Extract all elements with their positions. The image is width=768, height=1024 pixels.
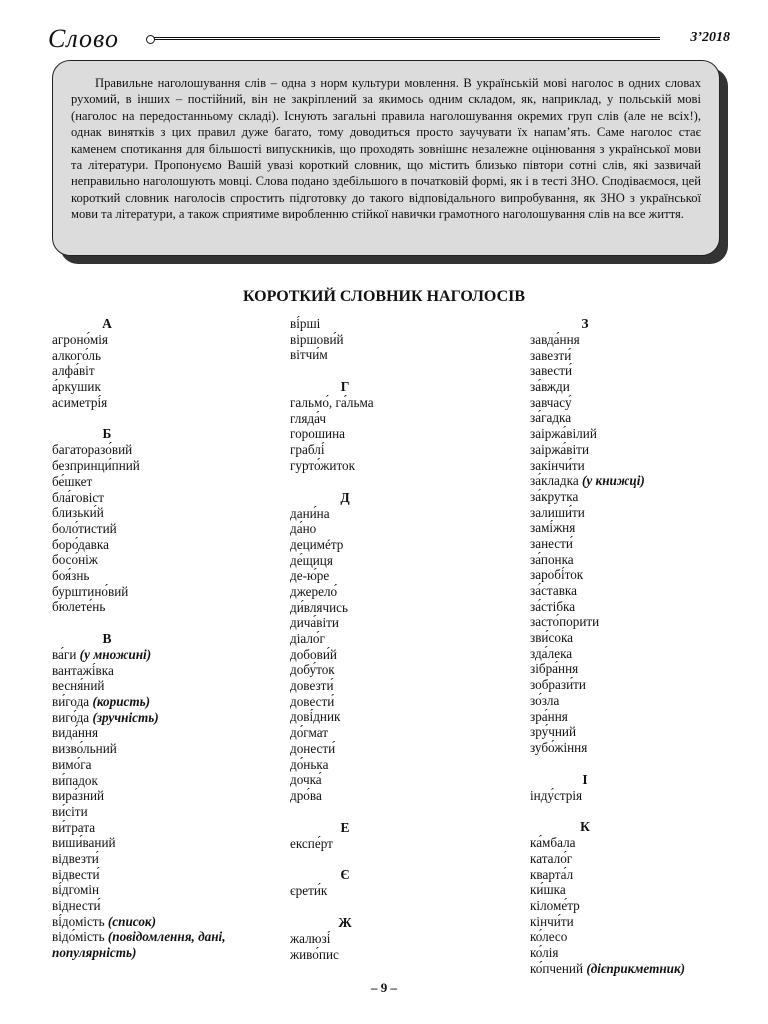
entry-word: гурто́житок xyxy=(290,457,356,473)
entry-word: зо́зла xyxy=(530,692,560,708)
dictionary-entry xyxy=(290,584,490,600)
entry-word: зібра́ння xyxy=(530,661,579,677)
entry-word: весня́ний xyxy=(52,678,105,694)
entry-word: бе́шкет xyxy=(52,473,93,489)
entry-word: завести́ xyxy=(530,363,573,379)
dictionary-entry xyxy=(530,426,740,442)
dictionary-entry xyxy=(530,898,740,914)
entry-word: віршови́й xyxy=(290,331,344,347)
dictionary-entry xyxy=(52,458,252,474)
dictionary-entry xyxy=(530,410,740,426)
dictionary-title: КОРОТКИЙ СЛОВНИК НАГОЛОСІВ xyxy=(242,288,526,305)
intro-box xyxy=(52,60,720,256)
entry-note: (дієприкметник) xyxy=(586,960,686,976)
dictionary-entry xyxy=(530,536,740,552)
intro-text: Правильне наголошування слів – одна з норм культури мовлення. В українській мові наголос в одних словах рухомий, в інших – постійний, він не закріплений за якимось одним складом, як, наприклад, у польській мові (наголос на передостанньому складі). Існують загальні правила наголошування окремих груп слів (але не всіх!), однак винятків з цих правил дуже багато, тому доводиться просто заучувати їх напам’ять. Саме наголос стає каменем спотикання для більшості випускників, що проходять зовнішнє незалежне оцінювання з української мови та літератури. Пропонуємо Вашій увазі короткий словник, що містить близько півтори сотні слів, які зазвичай неправильно наголошують мовці. Слова подано здебільшого в початковій формі, як і в тесті ЗНО. Сподіваємося, цей короткий словник наголосів спростить підготовку до такого відповідального випробування, як ЗНО з української мови та літератури, а також сприятиме виробленню стійкої навички грамотного наголошування слів на все життя. xyxy=(71,76,701,222)
entry-word: діало́г xyxy=(290,631,325,646)
page-header xyxy=(40,22,730,56)
entry-word: алфа́віт xyxy=(52,363,95,379)
dictionary-entry xyxy=(52,914,252,930)
entry-word: ві́домість xyxy=(52,913,105,929)
dictionary-entry xyxy=(530,599,740,615)
entry-word: занести́ xyxy=(530,535,573,551)
dictionary-entry xyxy=(530,473,740,489)
entry-word: боро́давка xyxy=(52,536,109,552)
dictionary-entry xyxy=(530,348,740,364)
issue-number: 3’2018 xyxy=(690,30,730,45)
entry-word: ві́дгомін xyxy=(52,882,100,898)
dictionary-entry xyxy=(290,553,490,569)
dictionary-entry xyxy=(290,741,490,757)
entry-word: горошина xyxy=(290,426,345,442)
entry-note: (зручність) xyxy=(92,709,159,725)
entry-word: відвести́ xyxy=(52,866,100,882)
dictionary-column-1 xyxy=(52,316,252,961)
entry-word: вантажі́вка xyxy=(52,662,114,678)
entry-word: алкого́ль xyxy=(52,347,101,363)
entry-word: замі́жня xyxy=(530,520,576,536)
dictionary-entry xyxy=(530,914,740,930)
entry-word: вида́ння xyxy=(52,725,99,741)
dictionary-entry xyxy=(290,537,490,553)
dictionary-entry xyxy=(52,363,252,379)
dictionary-entry xyxy=(52,521,252,537)
dictionary-entry xyxy=(530,882,740,898)
dictionary-entry xyxy=(530,945,740,961)
dictionary-entry xyxy=(530,867,740,883)
dictionary-entry xyxy=(290,411,490,427)
entry-word: експе́рт xyxy=(290,835,333,851)
dictionary-entry xyxy=(52,442,252,458)
dictionary-entry xyxy=(52,332,252,348)
entry-word: дочка́ xyxy=(290,772,322,788)
entry-word: вимо́га xyxy=(52,756,92,772)
entry-word: дича́віти xyxy=(290,615,339,631)
section-letter: Е xyxy=(340,819,350,835)
dictionary-entry xyxy=(530,395,740,411)
dictionary-entry xyxy=(530,661,740,677)
section-letter: А xyxy=(102,316,112,331)
entry-word: багаторазо́вий xyxy=(52,442,133,458)
entry-word: боло́тистий xyxy=(52,520,117,536)
dictionary-entry xyxy=(290,725,490,741)
entry-word: да́но xyxy=(290,521,317,537)
dictionary-entry xyxy=(290,836,490,852)
entry-word: засто́порити xyxy=(530,614,600,630)
dictionary-entry xyxy=(52,773,252,789)
dictionary-entry xyxy=(290,600,490,616)
entry-word: ви́сіти xyxy=(52,803,88,819)
dictionary-entry xyxy=(290,931,490,947)
dictionary-entry xyxy=(52,898,252,914)
dictionary-entry xyxy=(52,929,252,960)
dictionary-entry xyxy=(52,348,252,364)
entry-word: кварта́л xyxy=(530,866,574,882)
entry-word: виши́ваний xyxy=(52,835,116,851)
dictionary-entry xyxy=(290,521,490,537)
dictionary-entry xyxy=(290,788,490,804)
dictionary-entry xyxy=(530,835,740,851)
dictionary-entry xyxy=(290,442,490,458)
dictionary-entry xyxy=(290,631,490,647)
dictionary-entry xyxy=(530,709,740,725)
entry-word: довести́ xyxy=(290,693,335,709)
entry-word: єрети́к xyxy=(290,883,328,899)
entry-word: за́стібка xyxy=(530,598,576,614)
entry-word: вира́зний xyxy=(52,788,105,804)
entry-word: за́понка xyxy=(530,551,574,567)
dictionary-entry xyxy=(52,851,252,867)
entry-word: зда́лека xyxy=(530,645,573,661)
section-letter: Г xyxy=(340,379,350,395)
dictionary-entry xyxy=(290,947,490,963)
dictionary-entry xyxy=(52,820,252,836)
dictionary-entry xyxy=(52,882,252,898)
dictionary-entry xyxy=(530,332,740,348)
entry-word: ко́лесо xyxy=(530,929,568,945)
entry-note: (список) xyxy=(107,913,156,929)
entry-word: завезти́ xyxy=(530,347,572,363)
entry-word: бурштино́вий xyxy=(52,583,129,599)
entry-word: відвезти́ xyxy=(52,850,99,866)
entry-word: а́ркушик xyxy=(52,379,101,395)
entry-word: ди́влячись xyxy=(290,599,349,615)
dictionary-entry xyxy=(52,568,252,584)
entry-word: дани́на xyxy=(290,505,330,521)
entry-word: заіржа́вілий xyxy=(530,426,597,442)
dictionary-entry xyxy=(290,316,490,332)
entry-word: дові́дник xyxy=(290,709,341,725)
entry-word: довезти́ xyxy=(290,678,334,694)
entry-word: джерело́ xyxy=(290,583,338,599)
entry-note: (у книжці) xyxy=(581,473,645,489)
entry-word: босо́ніж xyxy=(52,552,98,568)
magazine-logo: Слово xyxy=(48,24,119,53)
entry-word: завда́ння xyxy=(530,332,580,347)
entry-word: інду́стрія xyxy=(530,787,583,803)
entry-word: за́гадка xyxy=(530,410,572,426)
dictionary-entry xyxy=(290,458,490,474)
entry-word: ва́ги xyxy=(52,647,77,662)
entry-word: за́кладка xyxy=(530,473,579,489)
dictionary-entry xyxy=(52,537,252,553)
dictionary-entry xyxy=(52,741,252,757)
entry-word: зви́сока xyxy=(530,630,574,646)
dictionary-entry xyxy=(52,678,252,694)
dictionary-entry xyxy=(290,678,490,694)
entry-word: віднести́ xyxy=(52,898,101,913)
entry-word: зра́ння xyxy=(530,708,568,724)
dictionary-entry xyxy=(52,379,252,395)
dictionary-entry xyxy=(52,505,252,521)
dictionary-entry xyxy=(530,614,740,630)
entry-word: ко́лія xyxy=(530,945,559,961)
dictionary-entry xyxy=(290,332,490,348)
entry-word: відо́мість xyxy=(52,929,105,945)
entry-word: дро́ва xyxy=(290,787,322,803)
dictionary-entry xyxy=(530,379,740,395)
entry-word: ви́трата xyxy=(52,819,96,835)
dictionary-entry xyxy=(52,552,252,568)
entry-word: за́вжди xyxy=(530,379,570,395)
entry-word: близьки́й xyxy=(52,505,104,521)
dictionary-entry xyxy=(530,788,740,804)
dictionary-entry xyxy=(530,552,740,568)
entry-word: де-ю́ре xyxy=(290,568,330,584)
section-letter: Є xyxy=(340,867,350,883)
entry-word: асиметрі́я xyxy=(52,394,108,410)
dictionary-entry xyxy=(52,725,252,741)
entry-word: залиши́ти xyxy=(530,504,585,520)
entry-word: добу́ток xyxy=(290,662,335,678)
dictionary-column-3 xyxy=(530,316,740,976)
dictionary-entry xyxy=(290,709,490,725)
dictionary-entry xyxy=(52,647,252,663)
entry-word: завчасу́ xyxy=(530,394,572,410)
dictionary-entry xyxy=(290,883,490,899)
entry-word: зру́чний xyxy=(530,724,577,740)
dictionary-entry xyxy=(530,458,740,474)
entry-word: бюлете́нь xyxy=(52,599,106,615)
entry-word: зубо́жіння xyxy=(530,739,588,755)
dictionary-entry xyxy=(530,520,740,536)
dictionary-entry xyxy=(530,442,740,458)
entry-note: (повідомлення, дані, популярність) xyxy=(52,929,226,961)
dictionary-entry xyxy=(530,693,740,709)
dictionary-entry xyxy=(530,646,740,662)
dictionary-entry xyxy=(530,851,740,867)
entry-word: ви́падок xyxy=(52,772,98,788)
entry-note: (користь) xyxy=(92,694,151,710)
dictionary-entry xyxy=(290,772,490,788)
header-rule xyxy=(152,37,660,40)
page-number: – 9 – xyxy=(371,980,397,995)
section-letter: Д xyxy=(340,489,350,505)
dictionary-entry xyxy=(530,630,740,646)
dictionary-entry xyxy=(52,395,252,411)
entry-word: кіломе́тр xyxy=(530,898,580,913)
entry-word: визво́льний xyxy=(52,741,117,757)
dictionary-entry xyxy=(530,505,740,521)
dictionary-entry xyxy=(52,710,252,726)
dictionary-entry xyxy=(52,490,252,506)
entry-word: заіржа́віти xyxy=(530,441,589,457)
dictionary-entry xyxy=(530,583,740,599)
dictionary-entry xyxy=(52,788,252,804)
entry-word: гляда́ч xyxy=(290,410,327,426)
dictionary-entry xyxy=(530,929,740,945)
dictionary-entry xyxy=(530,740,740,756)
dictionary-entry xyxy=(52,599,252,615)
dictionary-entry xyxy=(52,474,252,490)
entry-word: зобрази́ти xyxy=(530,677,586,693)
entry-word: агроно́мія xyxy=(52,332,108,347)
entry-word: де́щиця xyxy=(290,552,333,568)
dictionary-entry xyxy=(290,647,490,663)
entry-word: за́ставка xyxy=(530,583,577,598)
entry-word: заробі́ток xyxy=(530,567,584,583)
dictionary-entry xyxy=(52,663,252,679)
entry-word: граблі́ xyxy=(290,442,325,458)
section-letter: З xyxy=(581,316,589,331)
entry-word: закінчи́ти xyxy=(530,457,585,473)
dictionary-entry xyxy=(530,567,740,583)
entry-word: жалюзі́ xyxy=(290,930,331,946)
dictionary-entry xyxy=(52,757,252,773)
entry-word: безпринци́пний xyxy=(52,458,140,474)
entry-word: до́гмат xyxy=(290,725,329,741)
entry-word: ки́шка xyxy=(530,882,566,898)
entry-word: за́крутка xyxy=(530,488,579,504)
section-letter: І xyxy=(582,771,588,787)
dictionary-entry xyxy=(290,506,490,522)
section-letter: Ж xyxy=(338,914,352,930)
entry-note: (у множині) xyxy=(79,647,152,662)
dictionary-entry xyxy=(530,363,740,379)
entry-word: ко́пчений xyxy=(530,960,584,976)
dictionary-entry xyxy=(530,724,740,740)
dictionary-column-2 xyxy=(290,316,490,962)
section-letter: К xyxy=(580,819,590,835)
dictionary-entry xyxy=(290,426,490,442)
entry-word: децимéтр xyxy=(290,536,344,552)
dictionary-entry xyxy=(530,489,740,505)
entry-word: боя́знь xyxy=(52,567,90,583)
dictionary-entry xyxy=(290,662,490,678)
dictionary-entry xyxy=(52,835,252,851)
entry-word: ви́года xyxy=(52,694,90,710)
entry-word: гальмо́, га́льма xyxy=(290,395,374,411)
entry-word: ка́мбала xyxy=(530,835,576,851)
entry-word: катало́г xyxy=(530,850,573,866)
dictionary-entry xyxy=(52,804,252,820)
dictionary-entry xyxy=(52,867,252,883)
dictionary-entry xyxy=(52,584,252,600)
entry-word: живо́пис xyxy=(290,946,339,962)
entry-word: вітчи́м xyxy=(290,347,328,363)
entry-word: виго́да xyxy=(52,709,90,725)
dictionary-entry xyxy=(290,568,490,584)
section-letter: Б xyxy=(102,426,112,442)
entry-word: до́нька xyxy=(290,756,329,772)
dictionary-entry xyxy=(290,395,490,411)
dictionary-entry xyxy=(290,347,490,363)
entry-word: кінчи́ти xyxy=(530,913,574,929)
dictionary-entry xyxy=(530,961,740,977)
entry-word: бла́говіст xyxy=(52,489,104,505)
entry-word: ві́рші xyxy=(290,316,321,331)
dictionary-entry xyxy=(290,757,490,773)
dictionary-entry xyxy=(290,694,490,710)
section-letter: В xyxy=(102,631,112,646)
entry-word: донести́ xyxy=(290,740,336,756)
entry-word: добови́й xyxy=(290,646,337,662)
dictionary-entry xyxy=(530,677,740,693)
dictionary-entry xyxy=(290,615,490,631)
dictionary-entry xyxy=(52,694,252,710)
